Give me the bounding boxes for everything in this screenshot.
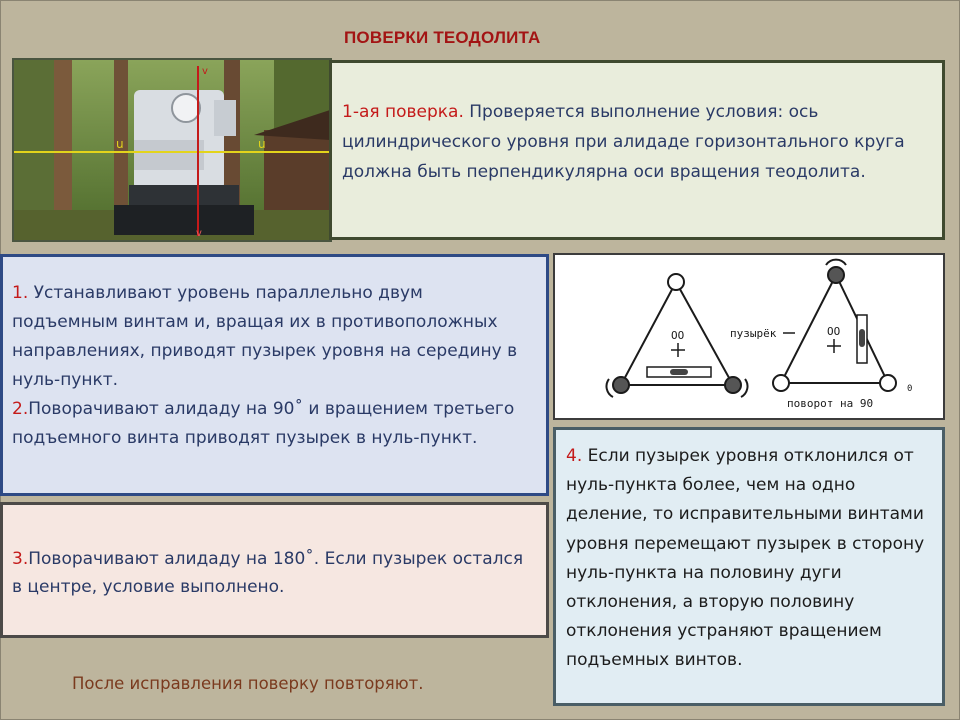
degree-mark: 0: [907, 384, 913, 394]
first-check-text: Проверяется выполнение условия: ось цилиндрического уровня при алидаде горизонтального круга должна быть перпендикулярна оси вращения теодолита.: [342, 102, 905, 182]
theodolite-photo-drawing: [14, 60, 330, 240]
step3-box: [0, 502, 549, 638]
left-center-label: OO: [671, 329, 685, 342]
step4-number: 4.: [566, 446, 583, 466]
rotation-label: поворот на 90: [787, 397, 874, 410]
page-title: ПОВЕРКИ ТЕОДОЛИТА: [344, 28, 541, 47]
theodolite-photo: [12, 58, 332, 242]
step1-number: 1.: [12, 283, 29, 303]
steps-1-2-box: [0, 254, 549, 496]
level-diagram: [553, 253, 945, 420]
step2-text: Поворачивают алидаду на 90˚ и вращением третьего подъемного винта приводят пузырек в нуль-пункт.: [12, 399, 515, 448]
step2-number: 2.: [12, 399, 29, 419]
step3-number: 3.: [12, 549, 29, 569]
right-center-label: OO: [827, 325, 841, 338]
axis-v-bottom-label: v: [196, 228, 202, 239]
step4-text: Если пузырек уровня отклонился от нуль-пункта более, чем на одно деление, то исправительными винтами уровня перемещают пузырек в сторону нуль-пункта на половину дуги отклонения, а вторую половину отклонения устраняют вращением подъемных винтов.: [566, 446, 925, 671]
level-diagram-drawing: [555, 255, 943, 418]
step4-box: [553, 427, 945, 706]
axis-u-right-label: u: [258, 137, 266, 151]
footer-note: После исправления поверку повторяют.: [72, 674, 424, 693]
axis-v-top-label: v: [202, 66, 208, 77]
step1-text: Устанавливают уровень параллельно двум подъемным винтам и, вращая их в противоположных направлениях, приводят пузырек уровня на середину в нуль-пункт.: [12, 283, 518, 390]
bubble-label: пузырёк: [730, 327, 777, 340]
first-check-box: [329, 60, 945, 240]
axis-u-left-label: u: [116, 137, 124, 151]
step3-text: Поворачивают алидаду на 180˚. Если пузырек остался в центре, условие выполнено.: [12, 549, 524, 597]
first-check-label: 1-ая поверка.: [342, 102, 464, 122]
